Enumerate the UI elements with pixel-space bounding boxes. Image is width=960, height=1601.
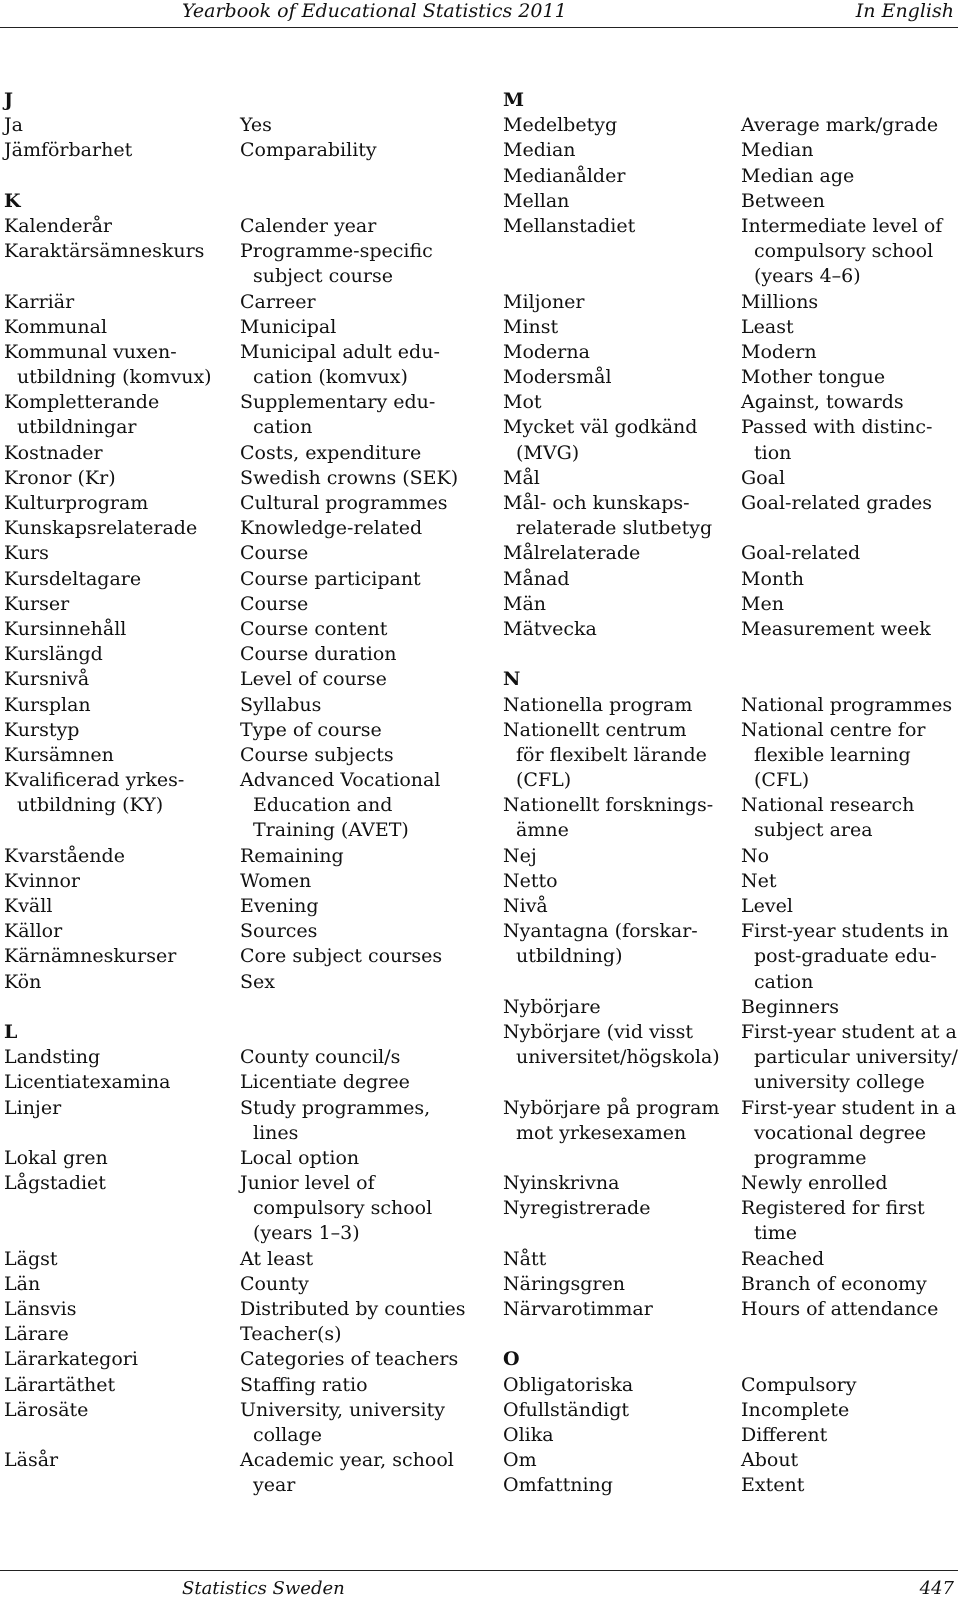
glossary-line: Kommunal vuxen- [4, 340, 177, 363]
glossary-line: Course [240, 542, 309, 565]
glossary-line: County council/s [240, 1046, 401, 1069]
glossary-line: Evening [240, 895, 319, 917]
glossary-line: Municipal [240, 315, 337, 338]
blank-line [503, 1221, 735, 1246]
glossary-line: Kursplan [4, 693, 91, 716]
glossary-line: Level [741, 895, 793, 917]
glossary-line: Kommunal [4, 315, 108, 338]
blank-line [503, 239, 735, 264]
glossary-line: Jämförbarhet [4, 139, 133, 162]
glossary-line: Course content [240, 617, 388, 640]
glossary-line: Local option [240, 1146, 360, 1169]
glossary-line: Course duration [240, 643, 397, 666]
glossary-line: Median [503, 139, 576, 162]
glossary-line: Län [4, 1272, 41, 1295]
glossary-line: Junior level of [240, 1172, 375, 1195]
glossary-line: Average mark/grade [741, 114, 939, 137]
glossary-line: Kulturprogram [4, 492, 149, 514]
glossary-line: (CFL) [516, 769, 572, 792]
glossary-line: (CFL) [754, 769, 810, 792]
glossary-line: Kronor (Kr) [4, 466, 116, 489]
glossary-line: At least [240, 1247, 314, 1270]
glossary-line: Knowledge-related [240, 517, 423, 540]
glossary-line: (years 1–3) [253, 1222, 360, 1245]
blank-line [4, 995, 236, 1020]
blank-line [4, 164, 236, 189]
glossary-line: Nyinskrivna [503, 1172, 620, 1195]
glossary-line: Median age [741, 164, 855, 187]
blank-line [503, 1146, 735, 1171]
glossary-line: Målrelaterade [503, 542, 641, 565]
glossary-line: vocational degree [754, 1121, 927, 1144]
glossary-line: Beginners [741, 995, 839, 1018]
glossary-line: subject area [754, 819, 873, 842]
section-letter: O [503, 1348, 520, 1371]
glossary-line: Länsvis [4, 1298, 77, 1320]
blank-line [4, 264, 236, 289]
glossary-line: Goal-related grades [741, 492, 932, 514]
glossary-line: Against, towards [741, 391, 904, 414]
glossary-line: Core subject courses [240, 945, 443, 968]
glossary-line: Mellanstadiet [503, 214, 636, 237]
blank-line [240, 995, 476, 1020]
glossary-line: Mot [503, 391, 542, 414]
glossary-line: Mål [503, 466, 540, 489]
glossary-line: Intermediate level of [741, 214, 943, 237]
glossary-line: Lokal gren [4, 1146, 108, 1169]
glossary-line: Remaining [240, 844, 344, 867]
glossary-line: Kärnämneskurser [4, 945, 177, 968]
glossary-line: First-year student at a [741, 1020, 957, 1043]
glossary-line: Type of course [240, 718, 382, 741]
running-title: Yearbook of Educational Statistics 2011 [182, 0, 567, 22]
glossary-line: Men [741, 592, 784, 615]
glossary-line: (MVG) [516, 441, 580, 464]
glossary-line: Swedish crowns (SEK) [240, 466, 459, 489]
glossary-line: Teacher(s) [240, 1323, 342, 1346]
glossary-line: Sources [240, 920, 318, 943]
glossary-line: Lärarkategori [4, 1348, 138, 1371]
glossary-line: Kunskapsrelaterade [4, 517, 198, 540]
glossary-line: Syllabus [240, 693, 322, 716]
glossary-line: Nybörjare [503, 995, 601, 1018]
glossary-line: Kursämnen [4, 743, 114, 766]
blank-line [503, 264, 735, 289]
glossary-line: Näringsgren [503, 1272, 625, 1295]
glossary-line: Nyregistrerade [503, 1197, 651, 1220]
glossary-line: Medelbetyg [503, 114, 618, 137]
glossary-line: Lägst [4, 1247, 58, 1270]
glossary-line: Män [503, 592, 547, 615]
glossary-line: Kursdeltagare [4, 567, 142, 590]
glossary-line: utbildningar [17, 416, 137, 439]
glossary-line: compulsory school [253, 1197, 433, 1220]
glossary-line: Compulsory [741, 1373, 857, 1396]
glossary-line: Karriär [4, 290, 75, 313]
glossary-line: Education and [253, 794, 393, 817]
glossary-column-english-right [741, 88, 960, 1499]
blank-line [240, 189, 476, 214]
glossary-line: Net [741, 869, 777, 892]
glossary-line: Kvinnor [4, 869, 80, 892]
glossary-line: Netto [503, 869, 558, 892]
glossary-line: Licentiate degree [240, 1071, 410, 1094]
glossary-line: Kvarstående [4, 844, 125, 867]
blank-line [240, 164, 476, 189]
glossary-line: Kvalificerad yrkes- [4, 769, 185, 792]
glossary-line: Costs, expenditure [240, 441, 422, 464]
blank-line [4, 818, 236, 843]
footer-rule [0, 1570, 958, 1571]
glossary-line: time [754, 1222, 797, 1245]
publisher: Statistics Sweden [182, 1578, 345, 1599]
glossary-line: Kursnivå [4, 668, 90, 691]
glossary-line: Course [240, 592, 309, 615]
section-letter: N [503, 668, 521, 691]
glossary-line: Kompletterande [4, 391, 160, 414]
glossary-line: cation (komvux) [253, 366, 408, 389]
glossary-line: mot yrkesexamen [516, 1121, 687, 1144]
glossary-line: Goal-related [741, 542, 861, 565]
glossary-line: Miljoner [503, 290, 585, 313]
glossary-line: Course participant [240, 567, 421, 590]
glossary-line: Supplementary edu- [240, 391, 436, 414]
blank-line [4, 1196, 236, 1221]
glossary-line: year [253, 1474, 296, 1497]
glossary-line: Modern [741, 340, 817, 363]
glossary-line: Kurs [4, 542, 49, 565]
glossary-line: programme [754, 1146, 867, 1169]
blank-line [741, 516, 960, 541]
glossary-line: First-year student in a [741, 1096, 957, 1119]
glossary-line: Kväll [4, 895, 53, 917]
glossary-line: collage [253, 1423, 322, 1446]
glossary-line: Omfattning [503, 1474, 613, 1497]
glossary-line: cation [754, 970, 814, 993]
glossary-line: Kurser [4, 592, 70, 615]
glossary-line: Women [240, 869, 312, 892]
glossary-line: Linjer [4, 1096, 62, 1119]
glossary-line: Kursinnehåll [4, 617, 127, 640]
section-letter: J [4, 89, 13, 111]
glossary-line: Läsår [4, 1449, 59, 1472]
glossary-line: utbildning) [516, 945, 623, 968]
glossary-line: Millions [741, 290, 819, 313]
glossary-line: National centre for [741, 718, 926, 741]
glossary-line: Month [741, 567, 805, 590]
glossary-line: Landsting [4, 1046, 101, 1069]
glossary-line: cation [253, 416, 313, 439]
blank-line [240, 1020, 476, 1045]
glossary-line: particular university/ [754, 1046, 958, 1069]
glossary-line: Academic year, school [240, 1449, 454, 1472]
glossary-line: ämne [516, 819, 569, 842]
glossary-line: Hours of attendance [741, 1298, 939, 1320]
glossary-line: Registered for first [741, 1197, 925, 1220]
glossary-line: Yes [240, 114, 272, 137]
header-rule [0, 27, 958, 28]
blank-line [503, 970, 735, 995]
glossary-line: Ja [4, 114, 23, 137]
glossary-line: About [741, 1449, 799, 1472]
running-language: In English [855, 0, 954, 22]
section-letter: M [503, 89, 525, 111]
glossary-line: Lärare [4, 1323, 69, 1346]
glossary-line: Mellan [503, 189, 570, 212]
glossary-line: Nationellt centrum [503, 718, 687, 741]
blank-line [503, 1070, 735, 1095]
glossary-line: Minst [503, 315, 559, 338]
glossary-line: lines [253, 1121, 299, 1144]
glossary-line: Mål- och kunskaps- [503, 492, 690, 514]
blank-line [741, 1322, 960, 1347]
glossary-line: County [240, 1272, 309, 1295]
glossary-line: Medianålder [503, 164, 626, 187]
glossary-line: University, university [240, 1398, 445, 1421]
glossary-line: Mycket väl godkänd [503, 416, 698, 439]
glossary-line: (years 4–6) [754, 265, 861, 288]
glossary-line: utbildning (komvux) [17, 366, 212, 389]
glossary-line: Närvarotimmar [503, 1298, 653, 1320]
glossary-line: Incomplete [741, 1398, 850, 1421]
glossary-line: Different [741, 1423, 828, 1446]
glossary-column-english-left [240, 88, 476, 1499]
glossary-line: utbildning (KY) [17, 794, 164, 817]
glossary-line: Lågstadiet [4, 1172, 106, 1195]
blank-line [503, 1322, 735, 1347]
glossary-line: Karaktärsämneskurs [4, 240, 205, 263]
glossary-line: Nationellt forsknings- [503, 794, 714, 817]
glossary-line: Categories of teachers [240, 1348, 459, 1371]
glossary-line: Extent [741, 1474, 805, 1497]
blank-line [741, 642, 960, 667]
glossary-line: Om [503, 1449, 537, 1472]
glossary-line: university college [754, 1071, 925, 1094]
glossary-line: Programme-specific [240, 240, 433, 263]
glossary-line: Olika [503, 1423, 554, 1446]
glossary-line: Advanced Vocational [240, 769, 441, 792]
glossary-line: Level of course [240, 668, 387, 691]
blank-line [4, 1423, 236, 1448]
glossary-line: Median [741, 139, 814, 162]
blank-line [4, 1221, 236, 1246]
glossary-line: Newly enrolled [741, 1172, 888, 1195]
glossary-line: Nej [503, 844, 537, 867]
glossary-line: Licentiatexamina [4, 1071, 171, 1094]
glossary-line: National programmes [741, 693, 953, 716]
glossary-line: Branch of economy [741, 1272, 927, 1295]
glossary-line: compulsory school [754, 240, 934, 263]
glossary-line: Carreer [240, 290, 316, 313]
glossary-line: Staffing ratio [240, 1373, 368, 1396]
glossary-line: Reached [741, 1247, 825, 1270]
glossary-line: Municipal adult edu- [240, 340, 440, 363]
glossary-line: Measurement week [741, 617, 931, 640]
glossary-line: Kurstyp [4, 718, 80, 741]
blank-line [741, 88, 960, 113]
glossary-line: Nyantagna (forskar- [503, 920, 698, 943]
section-letter: K [4, 189, 21, 212]
glossary-column-swedish-left [4, 88, 236, 1473]
glossary-line: Lärartäthet [4, 1373, 116, 1396]
page-footer [0, 1570, 960, 1601]
glossary-line: Mätvecka [503, 617, 597, 640]
glossary-column-swedish-right [503, 88, 735, 1499]
glossary-line: Study programmes, [240, 1096, 431, 1119]
glossary-line: No [741, 844, 770, 867]
glossary-line: Passed with distinc- [741, 416, 933, 439]
glossary-line: Nybörjare (vid visst [503, 1020, 693, 1043]
glossary-line: Between [741, 189, 825, 212]
blank-line [503, 642, 735, 667]
glossary-line: Course subjects [240, 743, 394, 766]
glossary-line: Cultural programmes [240, 492, 448, 514]
glossary-line: Mother tongue [741, 366, 886, 389]
glossary-line: universitet/högskola) [516, 1046, 720, 1069]
blank-line [741, 667, 960, 692]
glossary-line: Nybörjare på program [503, 1096, 720, 1119]
section-letter: L [4, 1020, 18, 1043]
glossary-line: subject course [253, 265, 393, 288]
glossary-line: Kurslängd [4, 643, 103, 666]
glossary-line: Sex [240, 970, 275, 993]
page-number: 447 [919, 1578, 954, 1599]
glossary-line: Obligatoriska [503, 1373, 634, 1396]
glossary-line: Training (AVET) [253, 819, 409, 842]
glossary-line: Goal [741, 466, 786, 489]
glossary-line: post-graduate edu- [754, 945, 937, 968]
glossary-line: Månad [503, 567, 570, 590]
blank-line [4, 1121, 236, 1146]
glossary-line: Modersmål [503, 366, 612, 389]
glossary-line: relaterade slutbetyg [516, 517, 713, 540]
glossary-line: Calender year [240, 214, 377, 237]
blank-line [741, 1347, 960, 1372]
glossary-line: Nationella program [503, 693, 693, 716]
glossary-line: Källor [4, 920, 63, 943]
glossary-line: för flexibelt lärande [516, 743, 707, 766]
glossary-line: National research [741, 794, 915, 817]
glossary-line: Kalenderår [4, 214, 112, 237]
glossary-line: Nått [503, 1247, 547, 1270]
glossary-line: Lärosäte [4, 1398, 89, 1421]
glossary-line: First-year students in [741, 920, 949, 943]
blank-line [240, 88, 476, 113]
glossary-line: Kostnader [4, 441, 103, 464]
glossary-line: Nivå [503, 895, 548, 917]
glossary-line: Comparability [240, 139, 377, 162]
glossary-line: Moderna [503, 340, 590, 363]
glossary-line: Least [741, 315, 794, 338]
glossary-line: Ofullständigt [503, 1398, 629, 1421]
glossary-line: Kön [4, 970, 42, 993]
glossary-line: Distributed by counties [240, 1298, 466, 1320]
glossary-line: tion [754, 441, 792, 464]
page-header [0, 0, 960, 28]
glossary-line: flexible learning [754, 743, 911, 766]
